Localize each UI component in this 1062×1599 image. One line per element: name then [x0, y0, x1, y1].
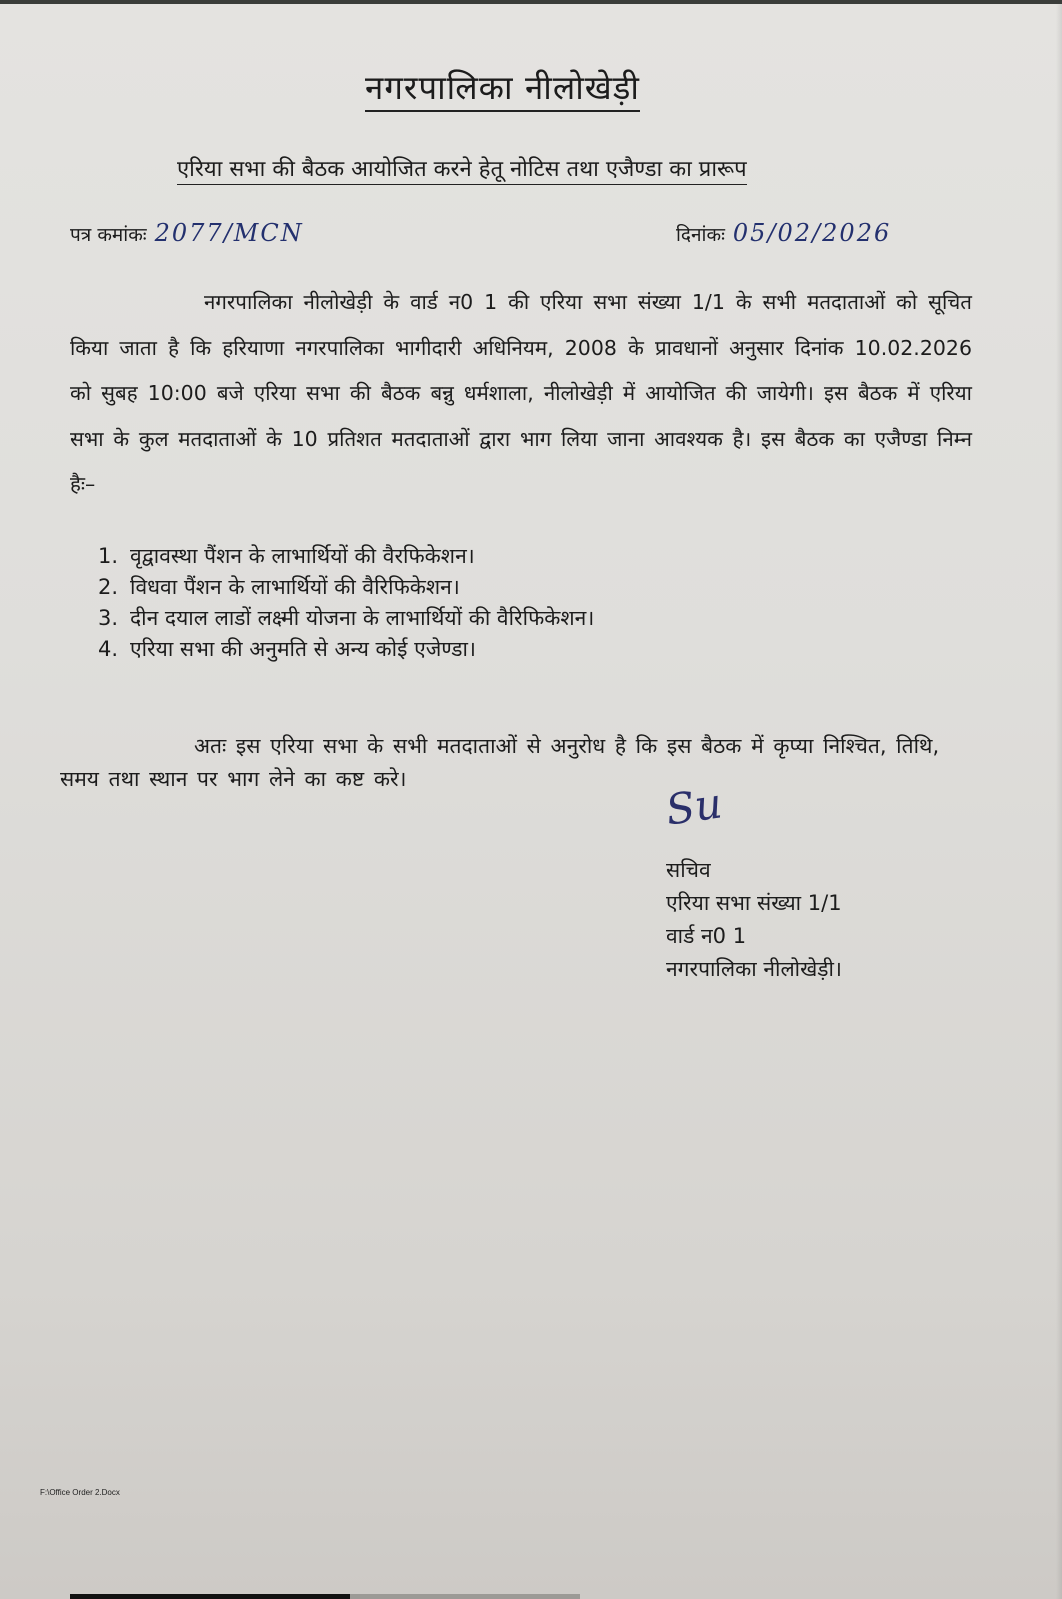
document-subtitle: एरिया सभा की बैठक आयोजित करने हेतू नोटिस तथा एजैण्डा का प्रारूप	[177, 156, 747, 185]
agenda-number: 3.	[98, 606, 119, 630]
notice-body-paragraph: नगरपालिका नीलोखेड़ी के वार्ड न0 1 की एरिया सभा संख्या 1/1 के सभी मतदाताओं को सूचित किया जाता है कि हरियाणा नगरपालिका भागीदारी अधिनियम, 2008 के प्रावधानों अनुसार दिनांक 10.02.2026 को सुबह 10:00 बजे एरिया सभा की बैठक बन्नु धर्मशाला, नीलोखेड़ी में आयोजित की जायेगी। इस बैठक में एरिया सभा के कुल मतदाताओं के 10 प्रतिशत मतदाताओं द्वारा भाग लिया जाना आवश्यक है। इस बैठक का एजैण्डा निम्न हैः–	[70, 290, 972, 496]
reference-number	[70, 218, 304, 250]
issue-date	[676, 218, 891, 250]
scan-edge-grey	[350, 1594, 580, 1599]
signatory-block	[666, 854, 842, 986]
agenda-number: 4.	[98, 637, 119, 661]
reference-value: 2077/MCN	[154, 219, 304, 247]
agenda-text: दीन दयाल लाडों लक्ष्मी योजना के लाभार्थियों की वैरिफिकेशन।	[130, 606, 595, 630]
agenda-text: वृद्वावस्था पैंशन के लाभार्थियों की वैरफिकेशन।	[130, 544, 475, 568]
document-page	[0, 4, 1062, 1599]
agenda-number: 1.	[98, 544, 119, 568]
agenda-text: एरिया सभा की अनुमति से अन्य कोई एजेण्डा।	[130, 637, 476, 661]
signatory-area-sabha: एरिया सभा संख्या 1/1	[666, 891, 842, 915]
date-label: दिनांकः	[676, 224, 725, 246]
handwritten-signature: Su	[662, 778, 725, 835]
agenda-list	[98, 541, 594, 665]
file-path-footer: F:\Office Order 2.Docx	[40, 1488, 120, 1497]
reference-row	[70, 218, 950, 252]
agenda-item	[98, 572, 594, 603]
agenda-item	[98, 603, 594, 634]
signatory-designation: सचिव	[666, 858, 711, 882]
signatory-municipality: नगरपालिका नीलोखेड़ी।	[666, 957, 842, 981]
reference-label: पत्र कमांकः	[70, 224, 147, 246]
page-edge-shadow	[1056, 4, 1062, 1599]
agenda-item	[98, 541, 594, 572]
document-title: नगरपालिका नीलोखेड़ी	[365, 68, 640, 112]
agenda-number: 2.	[98, 575, 119, 599]
signatory-ward: वार्ड न0 1	[666, 924, 747, 948]
agenda-text: विधवा पैंशन के लाभार्थियों की वैरिफिकेशन।	[130, 575, 460, 599]
scan-edge-dark	[70, 1594, 350, 1599]
agenda-item	[98, 634, 594, 665]
closing-paragraph: अतः इस एरिया सभा के सभी मतदाताओं से अनुरोध है कि इस बैठक में कृप्या निश्चित, तिथि, समय तथा स्थान पर भाग लेने का कष्ट करे।	[60, 734, 940, 791]
date-value: 05/02/2026	[732, 219, 892, 247]
